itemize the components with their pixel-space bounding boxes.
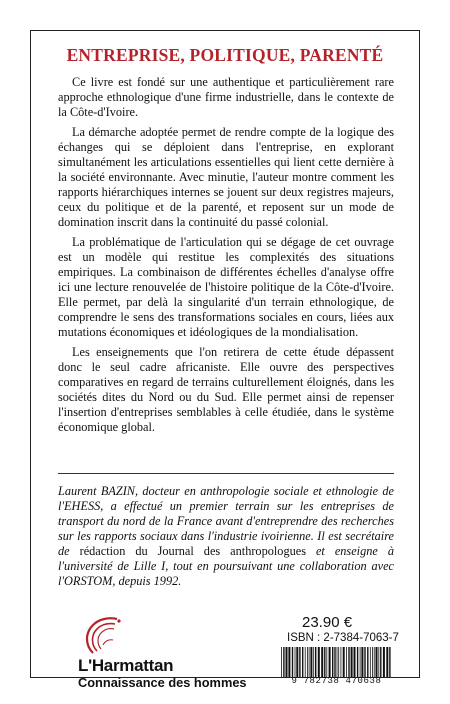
barcode-bar [324,647,325,677]
barcode [279,647,394,677]
barcode-bar [389,647,390,677]
book-back-cover [30,30,420,690]
paragraph-4: Les enseignements que l'on retirera de cette étude dépassent donc le seul cadre africaniste. Elle ouvre des perspectives comparatives en regard de terrains culturellement éloignés, dans les sociétés dites du Nord ou du Sud. Elle permet ainsi de repenser l'insertion d'entreprises semblables à celle étudiée, dans le système économique global. [58,345,394,434]
book-title: ENTREPRISE, POLITIQUE, PARENTÉ [66,45,384,65]
paragraph-1: Ce livre est fondé sur une authentique et particulièrement rare approche ethnologique d'une firme industrielle, dans le contexte de la Côte-d'Ivoire. [58,75,394,119]
barcode-bar [296,647,298,677]
isbn-label: ISBN : 2-7384-7063-7 [287,632,399,644]
barcode-bar [309,647,310,677]
barcode-bar [318,647,320,677]
barcode-bar [360,647,361,677]
author-bio-part3: et enseigne à l'université de Lille I, tout en poursuivant une collaboration avec l'ORSTOM, depuis 1992. [58,544,394,588]
barcode-bar [357,647,358,677]
barcode-bar [305,647,306,677]
harmattan-logo-icon [81,615,141,655]
barcode-bar [313,647,314,677]
barcode-bar [364,647,365,677]
barcode-bar [380,647,381,677]
barcode-bar [341,647,342,677]
barcode-bar [337,647,338,677]
barcode-bar [281,647,282,677]
barcode-bar [338,647,339,677]
barcode-bar [283,647,284,677]
barcode-bar [321,647,323,677]
barcode-bar [351,647,353,677]
barcode-bar [299,647,300,677]
author-bio [58,484,394,589]
barcode-bar [292,647,293,677]
author-bio-part1: , docteur en anthropologie sociale et ethnologie de l'EHESS, a effectué un premier terrain sur les entreprises de transport du nord de la France avant d'entreprendre des recherches sur les rapports sociaux dans l'industrie ivoirienne. Il est secrétaire de [58,484,394,558]
barcode-bar [376,647,378,677]
barcode-bar [315,647,316,677]
divider [58,473,394,474]
barcode-bar [286,647,288,677]
barcode-bar [307,647,308,677]
barcode-bar [354,647,356,677]
barcode-bar [383,647,385,677]
publisher-name: L'Harmattan [78,656,174,675]
barcode-bar [295,647,296,677]
author-first-name: Laurent [58,484,101,498]
barcode-bar [343,647,345,677]
barcode-bar [329,647,331,677]
barcode-bar [326,647,327,677]
barcode-bar [288,647,290,677]
barcode-bar [378,647,379,677]
barcode-bar [372,647,373,677]
barcode-bar [346,647,347,677]
author-bio-part2: rédaction du Journal des anthropologues [79,544,306,558]
barcode-bar [370,647,371,677]
barcode-bar [361,647,363,677]
price-label: 23.90 € [302,614,353,631]
barcode-number: 9 782738 470638 [291,676,382,686]
barcode-bar [334,647,335,677]
barcode-bar [386,647,388,677]
barcode-bar [332,647,333,677]
barcode-bar [310,647,312,677]
collection-name: Connaissance des hommes [78,675,247,690]
description-text [58,75,394,435]
barcode-bar [374,647,375,677]
barcode-bar [302,647,303,677]
paragraph-2: La démarche adoptée permet de rendre compte de la logique des échanges qui se déploient dans l'entreprise, en explorant simultanément les articulations essentielles qui lient cette dernière à la société environnante. Avec minutie, l'auteur montre comment les rapports hiérarchiques internes se jouent sur deux registres majeurs, ceux du politique et de la parenté, et reposent sur un mode de domination inscrit dans la continuité du passé colonial. [58,125,394,229]
barcode-bar [348,647,349,677]
barcode-bar [367,647,368,677]
paragraph-3: La problématique de l'articulation qui se dégage de cet ouvrage est un modèle qui restitue les complexités des situations empiriques. La combinaison de différentes échelles d'analyse offre ici une lecture renouvelée de l'histoire politique de la Côte-d'Ivoire. Elle permet, par delà la singularité d'un terrain ethnologique, de comprendre le sens des transformations sociales en cours, liées aux mutations économiques et idéologiques de la mondialisation. [58,235,394,339]
author-last-name: BAZIN [100,484,135,498]
